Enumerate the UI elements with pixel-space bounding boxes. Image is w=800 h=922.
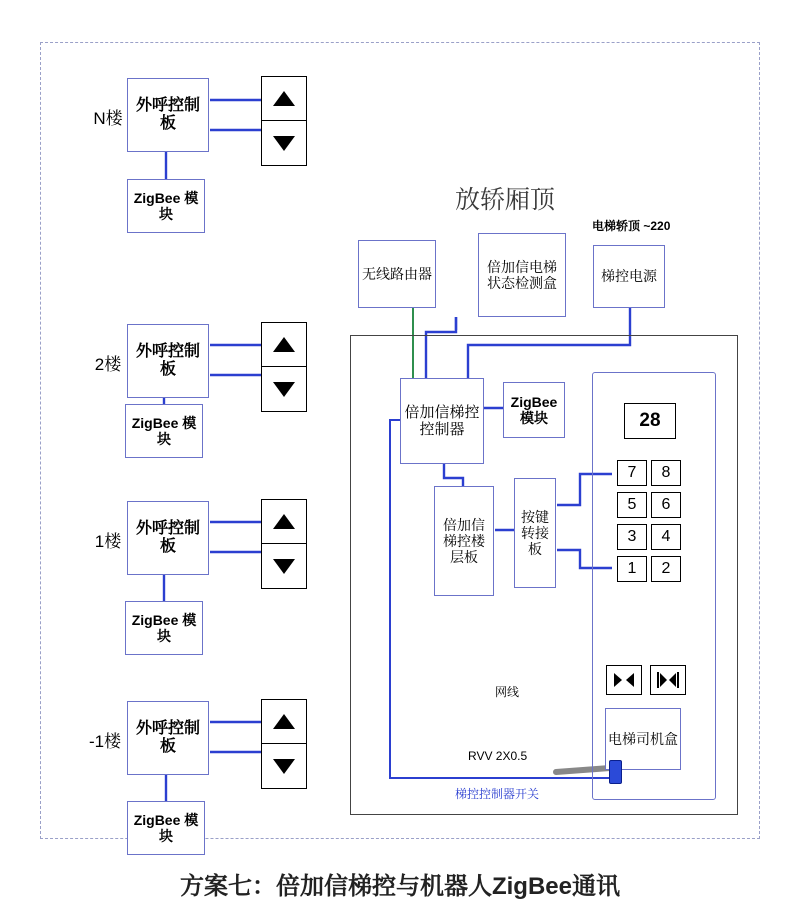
door-open-button[interactable] <box>606 665 642 695</box>
power-note-label: 电梯轿顶 ~220 <box>592 219 671 233</box>
switch-note-label: 梯控控制器开关 <box>455 787 540 801</box>
driver-box: 电梯司机盒 <box>605 708 681 770</box>
door-close-icon <box>657 671 679 689</box>
arrow-buttons-2[interactable] <box>261 322 307 412</box>
down-arrow-button-1[interactable] <box>262 544 306 588</box>
arrow-up-icon <box>273 91 295 106</box>
controller-switch-chip[interactable] <box>609 760 622 784</box>
door-open-icon <box>613 671 635 689</box>
cabin-button-2[interactable]: 2 <box>651 556 681 582</box>
cabin-button-5[interactable]: 5 <box>617 492 647 518</box>
call-board-minus1: 外呼控制板 <box>127 701 209 775</box>
call-board-1: 外呼控制板 <box>127 501 209 575</box>
floor-label-1: 1楼 <box>94 532 122 551</box>
arrow-up-icon <box>273 514 295 529</box>
elevator-controller-box: 倍加信梯控控制器 <box>400 378 484 464</box>
up-arrow-button-n[interactable] <box>262 77 306 121</box>
cabin-button-1[interactable]: 1 <box>617 556 647 582</box>
up-arrow-button-2[interactable] <box>262 323 306 367</box>
wireless-router-box: 无线路由器 <box>358 240 436 308</box>
section-title: 放轿厢顶 <box>455 186 556 214</box>
status-detector-box: 倍加信电梯状态检测盒 <box>478 233 566 317</box>
up-arrow-button-1[interactable] <box>262 500 306 544</box>
arrow-buttons-n[interactable] <box>261 76 307 166</box>
arrow-down-icon <box>273 136 295 151</box>
door-close-button[interactable] <box>650 665 686 695</box>
cabin-button-7[interactable]: 7 <box>617 460 647 486</box>
cabin-button-6[interactable]: 6 <box>651 492 681 518</box>
arrow-down-icon <box>273 559 295 574</box>
zigbee-module-n: ZigBee 模块 <box>127 179 205 233</box>
arrow-buttons-minus1[interactable] <box>261 699 307 789</box>
zigbee-module-2: ZigBee 模块 <box>125 404 203 458</box>
arrow-buttons-1[interactable] <box>261 499 307 589</box>
cabin-button-3[interactable]: 3 <box>617 524 647 550</box>
elevator-power-box: 梯控电源 <box>593 245 665 308</box>
floor-label-n: N楼 <box>93 109 123 128</box>
arrow-down-icon <box>273 759 295 774</box>
floor-display: 28 <box>624 403 676 439</box>
down-arrow-button-2[interactable] <box>262 367 306 411</box>
floor-label-minus1: -1楼 <box>88 732 122 751</box>
down-arrow-button-n[interactable] <box>262 121 306 165</box>
cabin-button-4[interactable]: 4 <box>651 524 681 550</box>
floor-board-box: 倍加信梯控楼层板 <box>434 486 494 596</box>
cabin-zigbee-module: ZigBee 模块 <box>503 382 565 438</box>
call-board-n: 外呼控制板 <box>127 78 209 152</box>
call-board-2: 外呼控制板 <box>127 324 209 398</box>
zigbee-module-minus1: ZigBee 模块 <box>127 801 205 855</box>
rvv-cable-label: RVV 2X0.5 <box>468 749 528 763</box>
up-arrow-button-minus1[interactable] <box>262 700 306 744</box>
arrow-up-icon <box>273 337 295 352</box>
floor-label-2: 2楼 <box>94 355 122 374</box>
network-cable-label: 网线 <box>495 685 520 699</box>
down-arrow-button-minus1[interactable] <box>262 744 306 788</box>
arrow-down-icon <box>273 382 295 397</box>
figure-caption: 方案七：倍加信梯控与机器人ZigBee通讯 <box>179 873 620 900</box>
arrow-up-icon <box>273 714 295 729</box>
cabin-button-8[interactable]: 8 <box>651 460 681 486</box>
key-adapter-box: 按键转接板 <box>514 478 556 588</box>
zigbee-module-1: ZigBee 模块 <box>125 601 203 655</box>
